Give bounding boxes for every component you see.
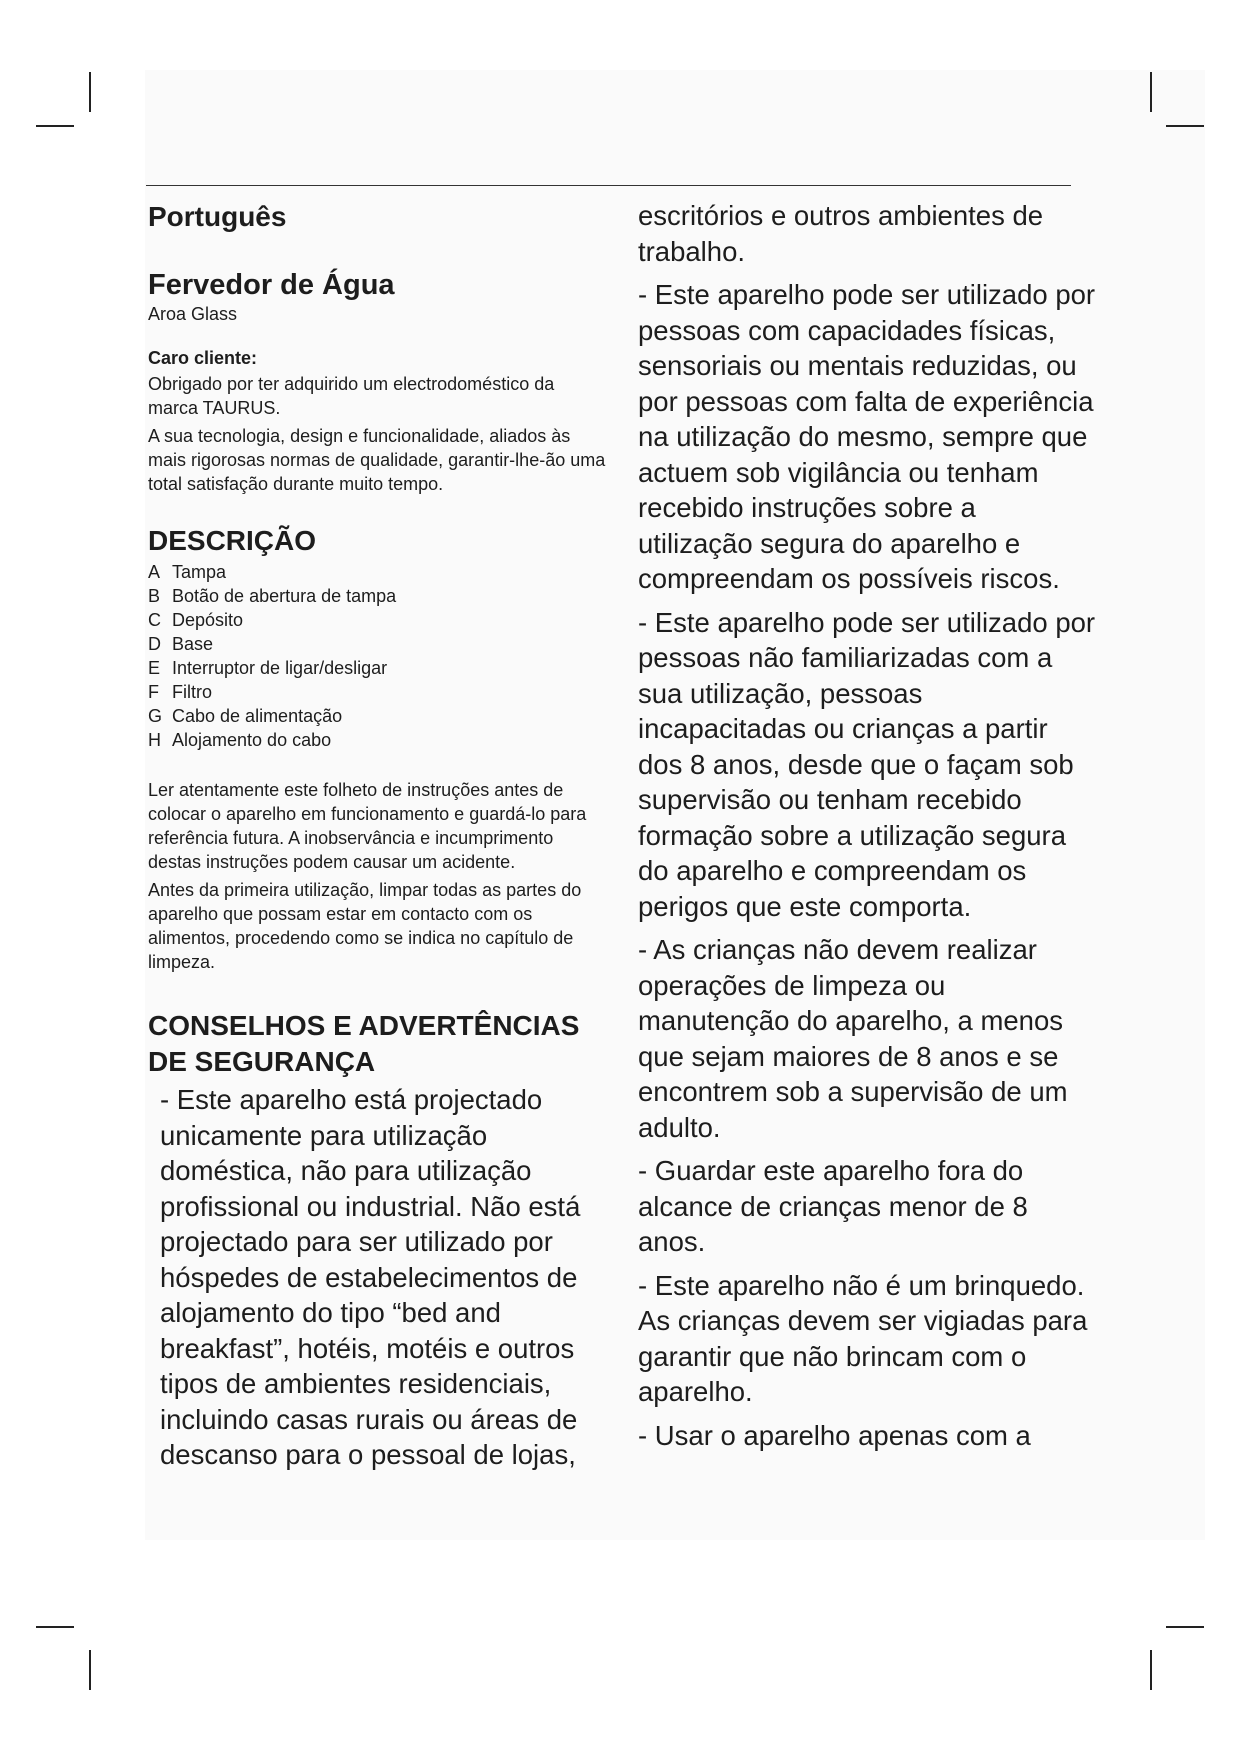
crop-mark-bottom-left-horizontal [36,1626,74,1628]
part-label: Cabo de alimentação [172,706,343,726]
part-item [148,608,608,632]
product-title: Fervedor de Água [148,269,395,301]
crop-mark-bottom-right-horizontal [1166,1626,1204,1628]
spacer [148,752,608,778]
part-label: Base [172,634,214,654]
crop-mark-top-right-horizontal [1166,125,1204,127]
part-label: Depósito [172,610,244,630]
greeting-paragraph: Obrigado por ter adquirido um electrodoméstico da marca TAURUS. [148,374,555,418]
part-item [148,632,608,656]
safety-title: CONSELHOS E ADVERTÊNCIAS DE SEGURANÇA [148,1010,580,1077]
safety-item: - Guardar este aparelho fora do alcance de crianças menor de 8 anos. [638,1155,1028,1257]
greeting-paragraph: A sua tecnologia, design e funcionalidade, aliados às mais rigorosas normas de qualidade, garantir-lhe-ão uma total satisfação durante muito tempo. [148,426,606,494]
part-item [148,704,608,728]
crop-mark-bottom-right-vertical [1150,1650,1152,1690]
crop-mark-top-left-horizontal [36,125,74,127]
safety-paragraph-continuation: escritórios e outros ambientes de trabalho. [638,200,1044,267]
part-label: Interruptor de ligar/desligar [172,658,388,678]
part-letter: B [148,586,161,606]
part-item [148,680,608,704]
part-item [148,560,608,584]
description-title: DESCRIÇÃO [148,525,317,556]
part-item [148,656,608,680]
part-item [148,584,608,608]
cleaning-note: Antes da primeira utilização, limpar todas as partes do aparelho que possam estar em contacto com os alimentos, procedendo como se indica no capítulo de limpeza. [148,880,582,972]
right-column [638,198,1098,1461]
product-model: Aroa Glass [148,304,238,324]
crop-mark-top-right-vertical [1150,72,1152,112]
language-heading: Português [148,201,287,232]
greeting-heading: Caro cliente: [148,348,258,368]
safety-item: - Este aparelho não é um brinquedo. As crianças devem ser vigiadas para garantir que não brincam com o aparelho. [638,1269,1088,1407]
part-label: Botão de abertura de tampa [172,586,397,606]
part-letter: H [148,730,161,750]
safety-item: - Usar o aparelho apenas com a [638,1419,1031,1451]
safety-item: - As crianças não devem realizar operações de limpeza ou manutenção do aparelho, a menos que sejam maiores de 8 anos e se encontrem sob a supervisão de um adulto. [638,934,1068,1143]
part-item [148,728,608,752]
part-label: Alojamento do cabo [172,730,332,750]
crop-mark-bottom-left-vertical [89,1650,91,1690]
safety-item: - Este aparelho pode ser utilizado por pessoas com capacidades físicas, sensoriais ou mentais reduzidas, ou por pessoas com falta de experiência na utilização do mesmo, sempre que actuem sob vigilância ou tenham recebido instruções sobre a utilização segura do aparelho e compreendam os possíveis riscos. [638,279,1096,594]
part-label: Tampa [172,562,227,582]
part-letter: F [148,682,159,702]
part-letter: A [148,562,161,582]
part-letter: G [148,706,163,726]
left-column [148,200,608,1479]
safety-item: - Este aparelho pode ser utilizado por pessoas não familiarizadas com a sua utilização, pessoas incapacitadas ou crianças a partir dos 8 anos, desde que o façam sob supervisão ou tenham recebido formação sobre a utilização segura do aparelho e compreendam os perigos que este comporta. [638,606,1096,922]
crop-mark-top-left-vertical [89,72,91,112]
header-rule [146,185,1071,186]
part-letter: C [148,610,161,630]
instructions-note: Ler atentamente este folheto de instruções antes de colocar o aparelho em funcionamento e guardá-lo para referência futura. A inobservância e incumprimento destas instruções podem causar um acidente. [148,780,587,872]
part-label: Filtro [172,682,212,702]
parts-list [148,560,608,752]
part-letter: D [148,634,161,654]
safety-paragraph: - Este aparelho está projectado unicamente para utilização doméstica, não para utilização profissional ou industrial. Não está projectado para ser utilizado por hóspedes de estabelecimentos de alojamento do tipo “bed and breakfast”, hotéis, motéis e outros tipos de ambientes residenciais, incluindo casas rurais ou áreas de descanso para o pessoal de lojas, [160,1084,581,1470]
part-letter: E [148,658,161,678]
